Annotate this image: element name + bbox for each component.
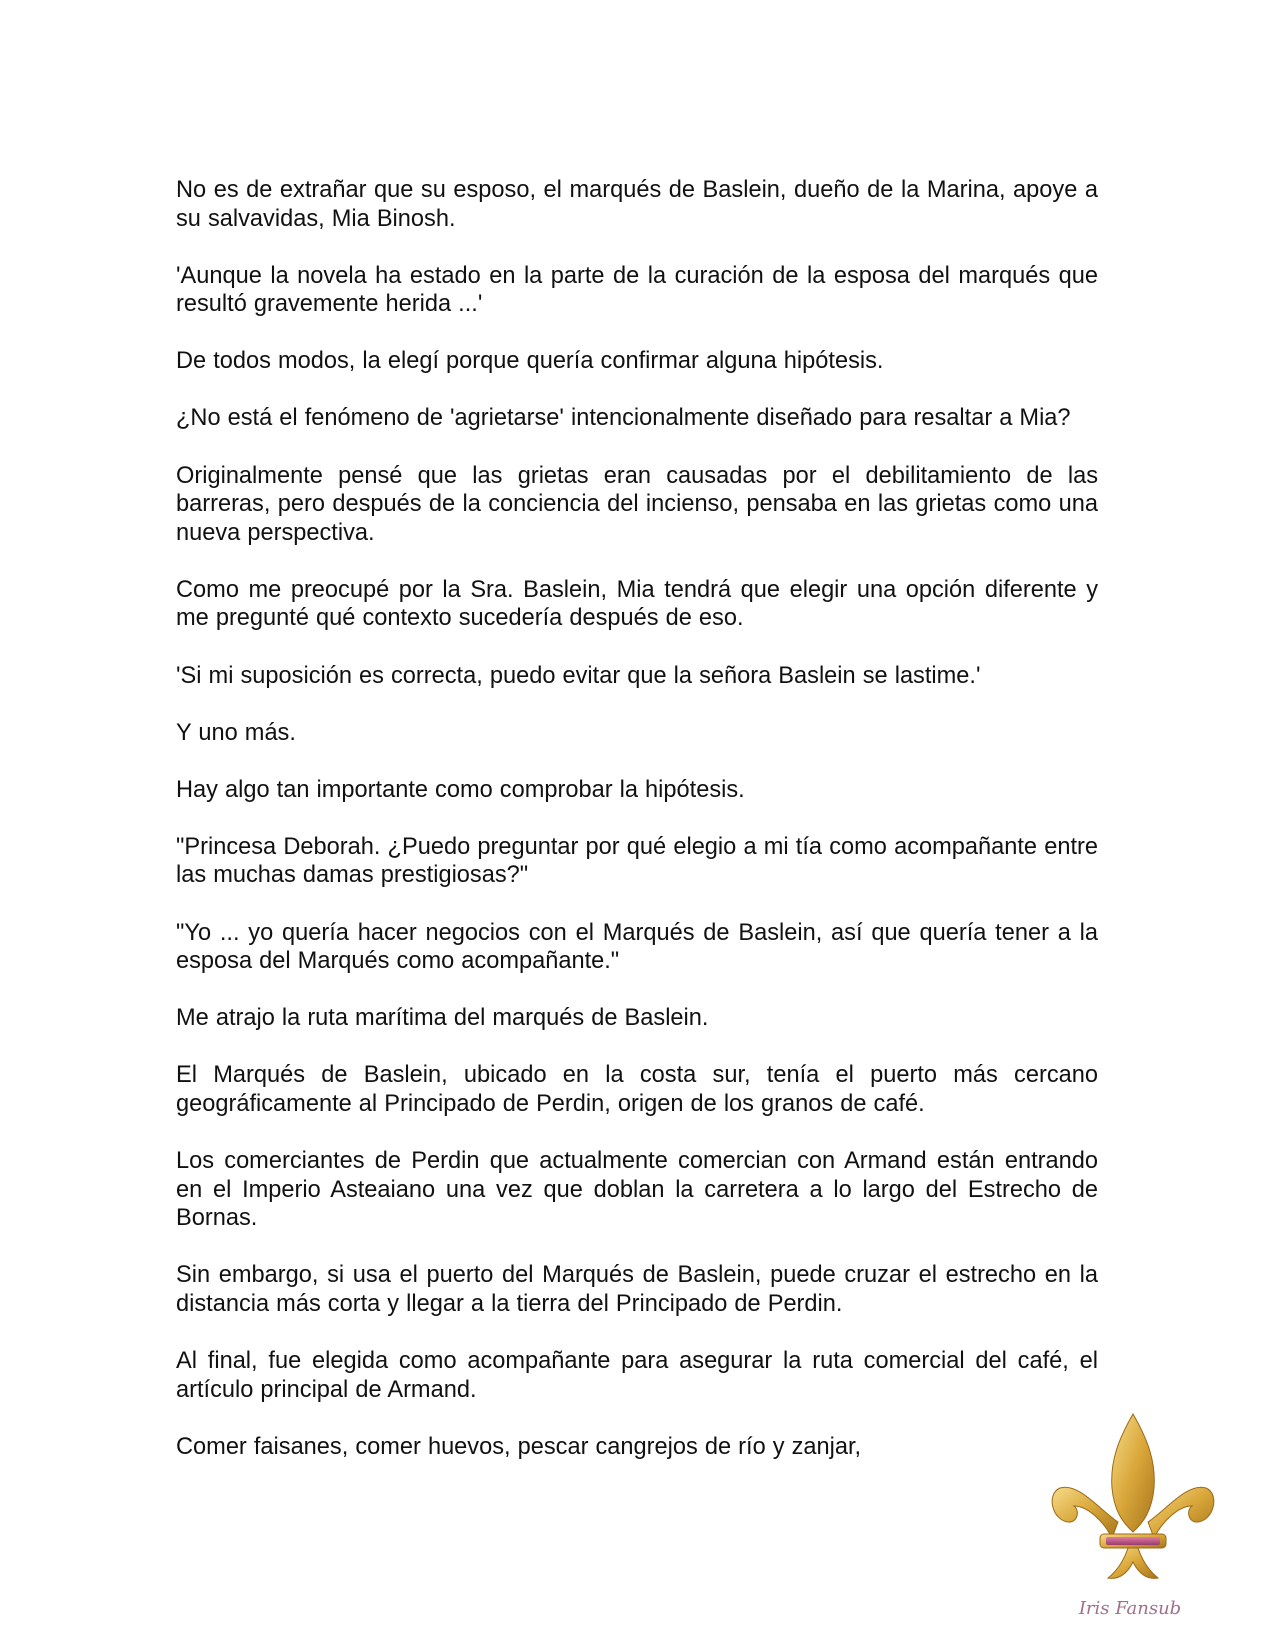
paragraph-2: 'Aunque la novela ha estado en la parte de la curación de la esposa del marqués que resultó gravemente herida ...' [176,262,1098,318]
paragraph-8: Y uno más. [176,719,296,746]
paragraph-9: Hay algo tan importante como comprobar la hipótesis. [176,776,745,803]
paragraph-7: 'Si mi suposición es correcta, puedo evitar que la señora Baslein se lastime.' [176,662,981,689]
paragraph-1: No es de extrañar que su esposo, el marqués de Baslein, dueño de la Marina, apoye a su salvavidas, Mia Binosh. [176,177,1098,232]
paragraph-16: Al final, fue elegida como acompañante para asegurar la ruta comercial del café, el artículo principal de Armand. [176,1347,1098,1403]
paragraph-13: El Marqués de Baslein, ubicado en la costa sur, tenía el puerto más cercano geográficamente al Principado de Perdin, origen de los granos de café. [176,1062,1098,1117]
paragraph-17: Comer faisanes, comer huevos, pescar cangrejos de río y zanjar, [176,1433,862,1460]
paragraph-3: De todos modos, la elegí porque quería confirmar alguna hipótesis. [176,348,884,375]
paragraph-6: Como me preocupé por la Sra. Baslein, Mia tendrá que elegir una opción diferente y me pregunté qué contexto sucedería después de eso. [176,576,1098,632]
paragraph-4: ¿No está el fenómeno de 'agrietarse' intencionalmente diseñado para resaltar a Mia? [176,405,1071,432]
document-body [176,176,1098,1461]
paragraph-14: Los comerciantes de Perdin que actualmente comercian con Armand están entrando en el Imperio Asteaiano una vez que doblan la carretera a lo largo del Estrecho de Bornas. [176,1147,1098,1232]
watermark-logo [1048,1410,1218,1620]
paragraph-5: Originalmente pensé que las grietas eran causadas por el debilitamiento de las barreras, pero después de la conciencia del incienso, pensaba en las grietas como una nueva perspectiva. [176,462,1098,546]
fleur-de-lis-icon [1048,1410,1218,1620]
paragraph-15: Sin embargo, si usa el puerto del Marqués de Baslein, puede cruzar el estrecho en la distancia más corta y llegar a la tierra del Principado de Perdin. [176,1262,1098,1317]
paragraph-10: "Princesa Deborah. ¿Puedo preguntar por qué elegio a mi tía como acompañante entre las muchas damas prestigiosas?" [176,833,1098,889]
paragraph-11: "Yo ... yo quería hacer negocios con el Marqués de Baslein, así que quería tener a la esposa del Marqués como acompañante." [176,919,1098,975]
watermark-signature: Iris Fansub [1078,1598,1182,1619]
paragraph-12: Me atrajo la ruta marítima del marqués de Baslein. [176,1005,709,1032]
